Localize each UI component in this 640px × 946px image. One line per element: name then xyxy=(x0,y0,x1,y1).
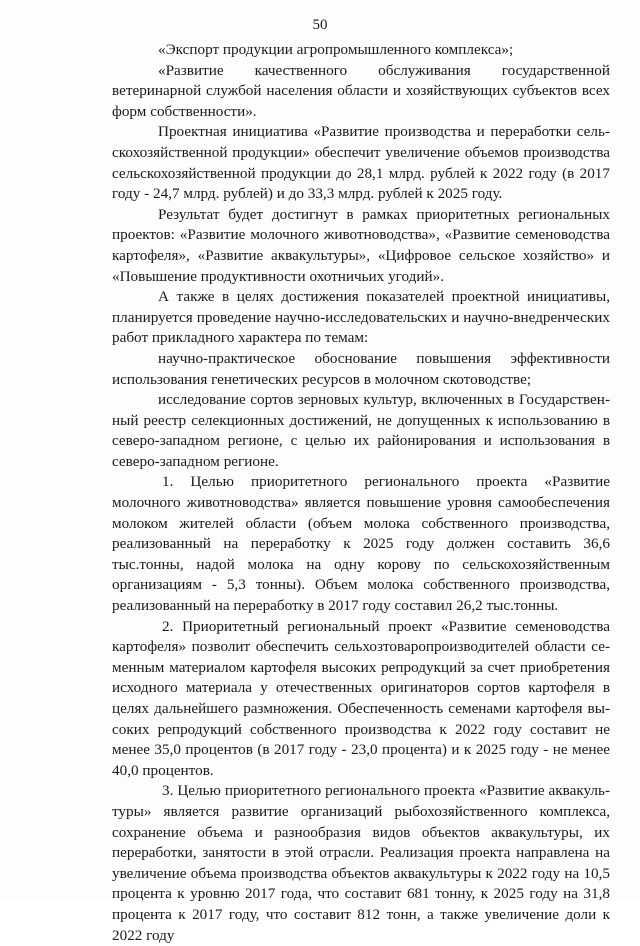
paragraph-veterinary-project: «Развитие качественного обслуживания государственной ветеринарной службой населения области и хозяйствующих субъектов всех форм собственности». xyxy=(112,61,610,120)
paragraph-dairy-project: 1. Целью приоритетного регионального проекта «Развитие молочного животноводства» является повышение уровня самообеспечения молоком жителей области (объем молока собственного производства, реализованный на переработку к 2025 году должен составить 36,6 тыс.тонны, надой молока на одну корову по сельскохозяйственным организациям - 5,3 тонны). Объем молока собственного производства, реализованный на переработку в 2017 году составил 26,2 тыс.тонны. xyxy=(112,473,610,615)
page-number: 50 xyxy=(312,17,328,33)
paragraph-aquaculture-project: 3. Целью приоритетного регионального проекта «Развитие аквакультуры» является развитие организаций рыбохозяйственного комплекса, сохранение объема и разнообразия видов объектов аквакультуры, их переработки, занятости в этой отрасли. Реализация проекта направлена на увеличение объема производства объектов аквакультуры к 2022 году на 10,5 процента к уровню 2017 года, что составит 681 тонну, к 2025 году на 31,8 процента к 2017 году, что составит 812 тонн, а также увеличение доли к 2022 году xyxy=(112,782,610,944)
paragraph-export-project: «Экспорт продукции агропромышленного комплекса»; xyxy=(158,41,514,58)
paragraph-research-topic-grain: исследование сортов зерновых культур, включенных в Государственный реестр селекционных достижений, не допущенных к использованию в северо-западном регионе, с целью их районирования и использования в северо-западном регионе. xyxy=(112,391,610,470)
paragraph-research-topic-genetics: научно-практическое обоснование повышения эффективности использования генетических ресурсов в молочном скотоводстве; xyxy=(112,349,610,388)
paragraph-potato-seed-project: 2. Приоритетный региональный проект «Развитие семеноводства картофеля» позволит обеспечить сельхозтоваропроизводителей области семенным материалом картофеля высоких репродукций за счет приобретения исходного материала у отечественных оригинаторов сортов картофеля в целях дальнейшего размножения. Обеспеченность семенами картофеля высоких репродукций собственного производства к 2022 году составит не менее 35,0 процентов (в 2017 году - 23,0 процента) и к 2025 году - не менее 40,0 процентов. xyxy=(112,617,610,779)
paragraph-research-plans: А также в целях достижения показателей проектной инициативы, планируется проведение научно-исследовательских и научно-внедренческих работ прикладного характера по темам: xyxy=(112,288,610,347)
paragraph-project-initiative: Проектная инициатива «Развитие производства и переработки сельскохозяйственной продукции» обеспечит увеличение объемов производства сельскохозяйственной продукции до 28,1 млрд. рублей к 2022 году (в 2017 году - 24,7 млрд. рублей) и до 33,3 млрд. рублей к 2025 году. xyxy=(112,123,610,203)
paragraph-priority-projects: Результат будет достигнут в рамках приоритетных региональных проектов: «Развитие молочного животноводства», «Развитие семеноводства картофеля», «Развитие аквакультуры», «Цифровое сельское хозяйство» и «Повышение продуктивности охотничьих угодий». xyxy=(112,205,610,285)
document-body xyxy=(112,40,610,946)
